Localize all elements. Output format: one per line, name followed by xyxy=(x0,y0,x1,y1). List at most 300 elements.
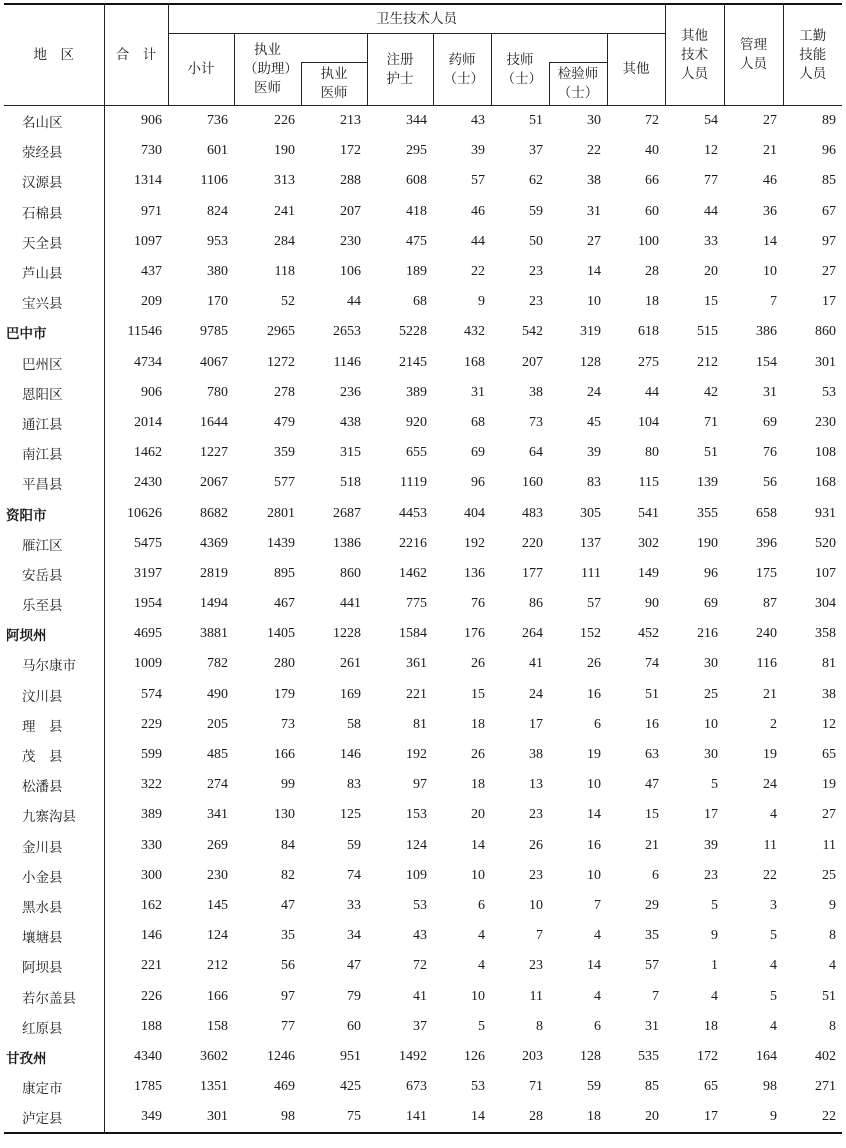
value-cell: 10 xyxy=(587,867,601,883)
value-cell: 655 xyxy=(406,445,427,461)
value-cell: 301 xyxy=(815,354,836,370)
value-cell: 608 xyxy=(406,173,427,189)
value-cell: 57 xyxy=(587,596,601,612)
value-cell: 2067 xyxy=(200,475,228,491)
region-name: 红原县 xyxy=(4,1012,104,1042)
value-cell: 37 xyxy=(529,143,543,159)
region-name: 马尔康市 xyxy=(4,649,104,679)
value-cell: 380 xyxy=(207,264,228,280)
value-cell: 404 xyxy=(464,505,485,521)
value-cell: 83 xyxy=(587,475,601,491)
value-cell: 241 xyxy=(274,203,295,219)
value-cell: 160 xyxy=(522,475,543,491)
table-row xyxy=(4,197,842,227)
value-cell: 24 xyxy=(529,686,543,702)
value-cell: 736 xyxy=(207,113,228,129)
region-name: 壤塘县 xyxy=(4,921,104,951)
value-cell: 8682 xyxy=(200,505,228,521)
value-cell: 288 xyxy=(340,173,361,189)
value-cell: 24 xyxy=(763,777,777,793)
value-cell: 69 xyxy=(471,445,485,461)
value-cell: 1584 xyxy=(399,626,427,642)
value-cell: 137 xyxy=(580,535,601,551)
value-cell: 188 xyxy=(141,1018,162,1034)
value-cell: 12 xyxy=(822,716,836,732)
value-cell: 100 xyxy=(638,233,659,249)
value-cell: 19 xyxy=(822,777,836,793)
region-name: 阿坝州 xyxy=(4,619,104,649)
value-cell: 104 xyxy=(638,414,659,430)
value-cell: 31 xyxy=(587,203,601,219)
value-cell: 673 xyxy=(406,1079,427,1095)
value-cell: 4 xyxy=(478,958,485,974)
value-cell: 62 xyxy=(529,173,543,189)
table-row xyxy=(4,589,842,619)
value-cell: 389 xyxy=(406,384,427,400)
value-cell: 47 xyxy=(645,777,659,793)
region-name: 汉源县 xyxy=(4,166,104,196)
region-name: 阿坝县 xyxy=(4,951,104,981)
region-name: 金川县 xyxy=(4,831,104,861)
value-cell: 418 xyxy=(406,203,427,219)
header-logistics-staff: 工勤技能人员 xyxy=(783,4,842,106)
header-registered-nurse: 注册护士 xyxy=(367,34,433,106)
value-cell: 58 xyxy=(347,716,361,732)
value-cell: 47 xyxy=(281,897,295,913)
value-cell: 1146 xyxy=(333,354,361,370)
header-lab-spacer xyxy=(549,34,607,63)
value-cell: 2819 xyxy=(200,565,228,581)
region-name: 松潘县 xyxy=(4,770,104,800)
value-cell: 164 xyxy=(756,1048,777,1064)
value-cell: 77 xyxy=(281,1018,295,1034)
value-cell: 824 xyxy=(207,203,228,219)
value-cell: 230 xyxy=(340,233,361,249)
value-cell: 207 xyxy=(340,203,361,219)
value-cell: 3197 xyxy=(134,565,162,581)
value-cell: 264 xyxy=(522,626,543,642)
value-cell: 25 xyxy=(822,867,836,883)
value-cell: 1351 xyxy=(200,1079,228,1095)
value-cell: 8 xyxy=(829,1018,836,1034)
table-row xyxy=(4,317,842,347)
table-row xyxy=(4,468,842,498)
region-name: 南江县 xyxy=(4,438,104,468)
value-cell: 1462 xyxy=(399,565,427,581)
value-cell: 4695 xyxy=(134,626,162,642)
value-cell: 860 xyxy=(340,565,361,581)
value-cell: 72 xyxy=(645,113,659,129)
value-cell: 108 xyxy=(815,445,836,461)
value-cell: 14 xyxy=(471,837,485,853)
value-cell: 152 xyxy=(580,626,601,642)
value-cell: 38 xyxy=(822,686,836,702)
value-cell: 775 xyxy=(406,596,427,612)
value-cell: 52 xyxy=(281,294,295,310)
value-cell: 192 xyxy=(464,535,485,551)
region-name: 恩阳区 xyxy=(4,378,104,408)
value-cell: 541 xyxy=(638,505,659,521)
value-cell: 35 xyxy=(645,928,659,944)
value-cell: 44 xyxy=(471,233,485,249)
value-cell: 895 xyxy=(274,565,295,581)
table-row xyxy=(4,770,842,800)
table-row xyxy=(4,740,842,770)
region-name: 理 县 xyxy=(4,710,104,740)
value-cell: 341 xyxy=(207,807,228,823)
value-cell: 166 xyxy=(274,747,295,763)
value-cell: 319 xyxy=(580,324,601,340)
value-cell: 479 xyxy=(274,414,295,430)
value-cell: 97 xyxy=(413,777,427,793)
value-cell: 141 xyxy=(367,1102,433,1133)
value-cell: 22 xyxy=(783,1102,842,1133)
value-cell: 23 xyxy=(529,958,543,974)
value-cell: 5475 xyxy=(134,535,162,551)
value-cell: 38 xyxy=(587,173,601,189)
value-cell: 27 xyxy=(822,807,836,823)
value-cell: 1246 xyxy=(267,1048,295,1064)
value-cell: 26 xyxy=(471,747,485,763)
value-cell: 3602 xyxy=(200,1048,228,1064)
region-name: 荥经县 xyxy=(4,136,104,166)
table-row xyxy=(4,649,842,679)
value-cell: 22 xyxy=(587,143,601,159)
value-cell: 906 xyxy=(141,384,162,400)
value-cell: 432 xyxy=(464,324,485,340)
value-cell: 67 xyxy=(822,203,836,219)
value-cell: 17 xyxy=(665,1102,724,1133)
value-cell: 951 xyxy=(340,1048,361,1064)
value-cell: 60 xyxy=(347,1018,361,1034)
value-cell: 302 xyxy=(638,535,659,551)
table-row xyxy=(4,106,842,137)
value-cell: 35 xyxy=(281,928,295,944)
value-cell: 8 xyxy=(829,928,836,944)
value-cell: 190 xyxy=(274,143,295,159)
value-cell: 284 xyxy=(274,233,295,249)
value-cell: 29 xyxy=(645,897,659,913)
value-cell: 330 xyxy=(141,837,162,853)
value-cell: 10 xyxy=(763,264,777,280)
value-cell: 23 xyxy=(529,264,543,280)
value-cell: 1 xyxy=(711,958,718,974)
value-cell: 3 xyxy=(770,897,777,913)
value-cell: 5 xyxy=(770,988,777,1004)
value-cell: 130 xyxy=(274,807,295,823)
value-cell: 53 xyxy=(471,1079,485,1095)
value-cell: 39 xyxy=(587,445,601,461)
region-name: 若尔盖县 xyxy=(4,981,104,1011)
value-cell: 74 xyxy=(645,656,659,672)
value-cell: 860 xyxy=(815,324,836,340)
value-cell: 1492 xyxy=(399,1048,427,1064)
header-pharmacist: 药师（士） xyxy=(433,34,491,106)
value-cell: 402 xyxy=(815,1048,836,1064)
value-cell: 599 xyxy=(141,747,162,763)
value-cell: 7 xyxy=(536,928,543,944)
region-name: 乐至县 xyxy=(4,589,104,619)
header-other-tech-staff: 其他技术人员 xyxy=(665,4,724,106)
value-cell: 920 xyxy=(406,414,427,430)
table-row xyxy=(4,981,842,1011)
value-cell: 349 xyxy=(104,1102,168,1133)
value-cell: 50 xyxy=(529,233,543,249)
value-cell: 19 xyxy=(587,747,601,763)
value-cell: 4734 xyxy=(134,354,162,370)
header-lab-technician: 检验师（士） xyxy=(549,63,607,106)
value-cell: 41 xyxy=(529,656,543,672)
header-region: 地 区 xyxy=(4,4,104,106)
value-cell: 63 xyxy=(645,747,659,763)
value-cell: 226 xyxy=(274,113,295,129)
value-cell: 33 xyxy=(704,233,718,249)
value-cell: 89 xyxy=(822,113,836,129)
header-other: 其他 xyxy=(607,34,665,106)
value-cell: 18 xyxy=(471,716,485,732)
value-cell: 44 xyxy=(704,203,718,219)
value-cell: 6 xyxy=(594,1018,601,1034)
value-cell: 226 xyxy=(141,988,162,1004)
value-cell: 1462 xyxy=(134,445,162,461)
value-cell: 179 xyxy=(274,686,295,702)
value-cell: 56 xyxy=(763,475,777,491)
value-cell: 344 xyxy=(406,113,427,129)
value-cell: 53 xyxy=(822,384,836,400)
table-row xyxy=(4,287,842,317)
value-cell: 79 xyxy=(347,988,361,1004)
value-cell: 124 xyxy=(406,837,427,853)
value-cell: 69 xyxy=(704,596,718,612)
value-cell: 221 xyxy=(141,958,162,974)
table-row xyxy=(4,408,842,438)
value-cell: 51 xyxy=(645,686,659,702)
value-cell: 515 xyxy=(697,324,718,340)
value-cell: 15 xyxy=(645,807,659,823)
value-cell: 65 xyxy=(822,747,836,763)
value-cell: 11546 xyxy=(127,324,162,340)
value-cell: 76 xyxy=(763,445,777,461)
value-cell: 166 xyxy=(207,988,228,1004)
value-cell: 4 xyxy=(478,928,485,944)
table-row xyxy=(4,1102,842,1133)
value-cell: 128 xyxy=(580,1048,601,1064)
value-cell: 168 xyxy=(815,475,836,491)
value-cell: 4 xyxy=(829,958,836,974)
value-cell: 4453 xyxy=(399,505,427,521)
header-physician-spacer xyxy=(301,34,367,63)
value-cell: 96 xyxy=(704,565,718,581)
value-cell: 467 xyxy=(274,596,295,612)
value-cell: 542 xyxy=(522,324,543,340)
value-cell: 175 xyxy=(756,565,777,581)
value-cell: 4 xyxy=(594,928,601,944)
value-cell: 212 xyxy=(697,354,718,370)
value-cell: 313 xyxy=(274,173,295,189)
value-cell: 1227 xyxy=(200,445,228,461)
value-cell: 23 xyxy=(529,294,543,310)
value-cell: 36 xyxy=(763,203,777,219)
value-cell: 136 xyxy=(464,565,485,581)
value-cell: 74 xyxy=(347,867,361,883)
value-cell: 730 xyxy=(141,143,162,159)
value-cell: 40 xyxy=(645,143,659,159)
value-cell: 45 xyxy=(587,414,601,430)
value-cell: 207 xyxy=(522,354,543,370)
value-cell: 229 xyxy=(141,716,162,732)
value-cell: 46 xyxy=(763,173,777,189)
value-cell: 83 xyxy=(347,777,361,793)
value-cell: 425 xyxy=(340,1079,361,1095)
value-cell: 2145 xyxy=(399,354,427,370)
value-cell: 295 xyxy=(406,143,427,159)
value-cell: 10 xyxy=(704,716,718,732)
value-cell: 230 xyxy=(207,867,228,883)
region-name: 资阳市 xyxy=(4,498,104,528)
value-cell: 18 xyxy=(471,777,485,793)
value-cell: 23 xyxy=(529,867,543,883)
value-cell: 14 xyxy=(433,1102,491,1133)
value-cell: 59 xyxy=(347,837,361,853)
value-cell: 6 xyxy=(594,716,601,732)
value-cell: 27 xyxy=(822,264,836,280)
value-cell: 44 xyxy=(347,294,361,310)
value-cell: 128 xyxy=(580,354,601,370)
value-cell: 69 xyxy=(763,414,777,430)
value-cell: 39 xyxy=(471,143,485,159)
value-cell: 269 xyxy=(207,837,228,853)
value-cell: 906 xyxy=(141,113,162,129)
header-practicing-physician: 执业医师 xyxy=(301,63,367,106)
value-cell: 452 xyxy=(638,626,659,642)
value-cell: 240 xyxy=(756,626,777,642)
value-cell: 57 xyxy=(645,958,659,974)
value-cell: 33 xyxy=(347,897,361,913)
value-cell: 1272 xyxy=(267,354,295,370)
value-cell: 24 xyxy=(587,384,601,400)
value-cell: 485 xyxy=(207,747,228,763)
header-practicing-assistant-physician: 执业（助理）医师 xyxy=(234,34,301,106)
value-cell: 355 xyxy=(697,505,718,521)
value-cell: 10 xyxy=(471,988,485,1004)
table-row xyxy=(4,680,842,710)
value-cell: 1785 xyxy=(134,1079,162,1095)
value-cell: 11 xyxy=(529,988,543,1004)
table-row xyxy=(4,619,842,649)
value-cell: 75 xyxy=(301,1102,367,1133)
value-cell: 73 xyxy=(281,716,295,732)
table-row xyxy=(4,951,842,981)
value-cell: 139 xyxy=(697,475,718,491)
region-name: 通江县 xyxy=(4,408,104,438)
header-health-tech: 卫生技术人员 xyxy=(168,4,665,34)
value-cell: 953 xyxy=(207,233,228,249)
table-row xyxy=(4,166,842,196)
value-cell: 1314 xyxy=(134,173,162,189)
value-cell: 153 xyxy=(406,807,427,823)
value-cell: 535 xyxy=(638,1048,659,1064)
table-header xyxy=(4,4,842,106)
value-cell: 17 xyxy=(822,294,836,310)
value-cell: 301 xyxy=(168,1102,234,1133)
value-cell: 96 xyxy=(822,143,836,159)
value-cell: 21 xyxy=(645,837,659,853)
value-cell: 9 xyxy=(829,897,836,913)
value-cell: 51 xyxy=(822,988,836,1004)
value-cell: 118 xyxy=(274,264,295,280)
value-cell: 25 xyxy=(704,686,718,702)
value-cell: 2 xyxy=(770,716,777,732)
value-cell: 1954 xyxy=(134,596,162,612)
value-cell: 30 xyxy=(704,747,718,763)
region-name: 名山区 xyxy=(4,106,104,137)
value-cell: 396 xyxy=(756,535,777,551)
value-cell: 1097 xyxy=(134,233,162,249)
value-cell: 38 xyxy=(529,384,543,400)
value-cell: 389 xyxy=(141,807,162,823)
table-row xyxy=(4,227,842,257)
value-cell: 43 xyxy=(471,113,485,129)
value-cell: 483 xyxy=(522,505,543,521)
value-cell: 84 xyxy=(281,837,295,853)
table-row xyxy=(4,529,842,559)
value-cell: 82 xyxy=(281,867,295,883)
value-cell: 42 xyxy=(704,384,718,400)
value-cell: 17 xyxy=(704,807,718,823)
value-cell: 1106 xyxy=(200,173,228,189)
table-row xyxy=(4,710,842,740)
value-cell: 172 xyxy=(697,1048,718,1064)
region-name: 康定市 xyxy=(4,1072,104,1102)
value-cell: 300 xyxy=(141,867,162,883)
value-cell: 56 xyxy=(281,958,295,974)
value-cell: 124 xyxy=(207,928,228,944)
region-name: 小金县 xyxy=(4,861,104,891)
table-row xyxy=(4,891,842,921)
value-cell: 26 xyxy=(471,656,485,672)
value-cell: 261 xyxy=(340,656,361,672)
value-cell: 85 xyxy=(822,173,836,189)
value-cell: 22 xyxy=(763,867,777,883)
value-cell: 278 xyxy=(274,384,295,400)
value-cell: 76 xyxy=(471,596,485,612)
value-cell: 96 xyxy=(471,475,485,491)
table-row xyxy=(4,1012,842,1042)
table-body xyxy=(4,106,842,1134)
value-cell: 28 xyxy=(645,264,659,280)
health-personnel-table xyxy=(4,3,842,1134)
table-row xyxy=(4,498,842,528)
region-name: 九寨沟县 xyxy=(4,800,104,830)
value-cell: 212 xyxy=(207,958,228,974)
value-cell: 168 xyxy=(464,354,485,370)
value-cell: 170 xyxy=(207,294,228,310)
value-cell: 2430 xyxy=(134,475,162,491)
value-cell: 59 xyxy=(529,203,543,219)
value-cell: 98 xyxy=(234,1102,301,1133)
value-cell: 11 xyxy=(763,837,777,853)
value-cell: 8 xyxy=(536,1018,543,1034)
value-cell: 176 xyxy=(464,626,485,642)
value-cell: 205 xyxy=(207,716,228,732)
value-cell: 107 xyxy=(815,565,836,581)
value-cell: 4 xyxy=(770,807,777,823)
value-cell: 1644 xyxy=(200,414,228,430)
value-cell: 189 xyxy=(406,264,427,280)
region-name: 黑水县 xyxy=(4,891,104,921)
value-cell: 438 xyxy=(340,414,361,430)
value-cell: 46 xyxy=(471,203,485,219)
